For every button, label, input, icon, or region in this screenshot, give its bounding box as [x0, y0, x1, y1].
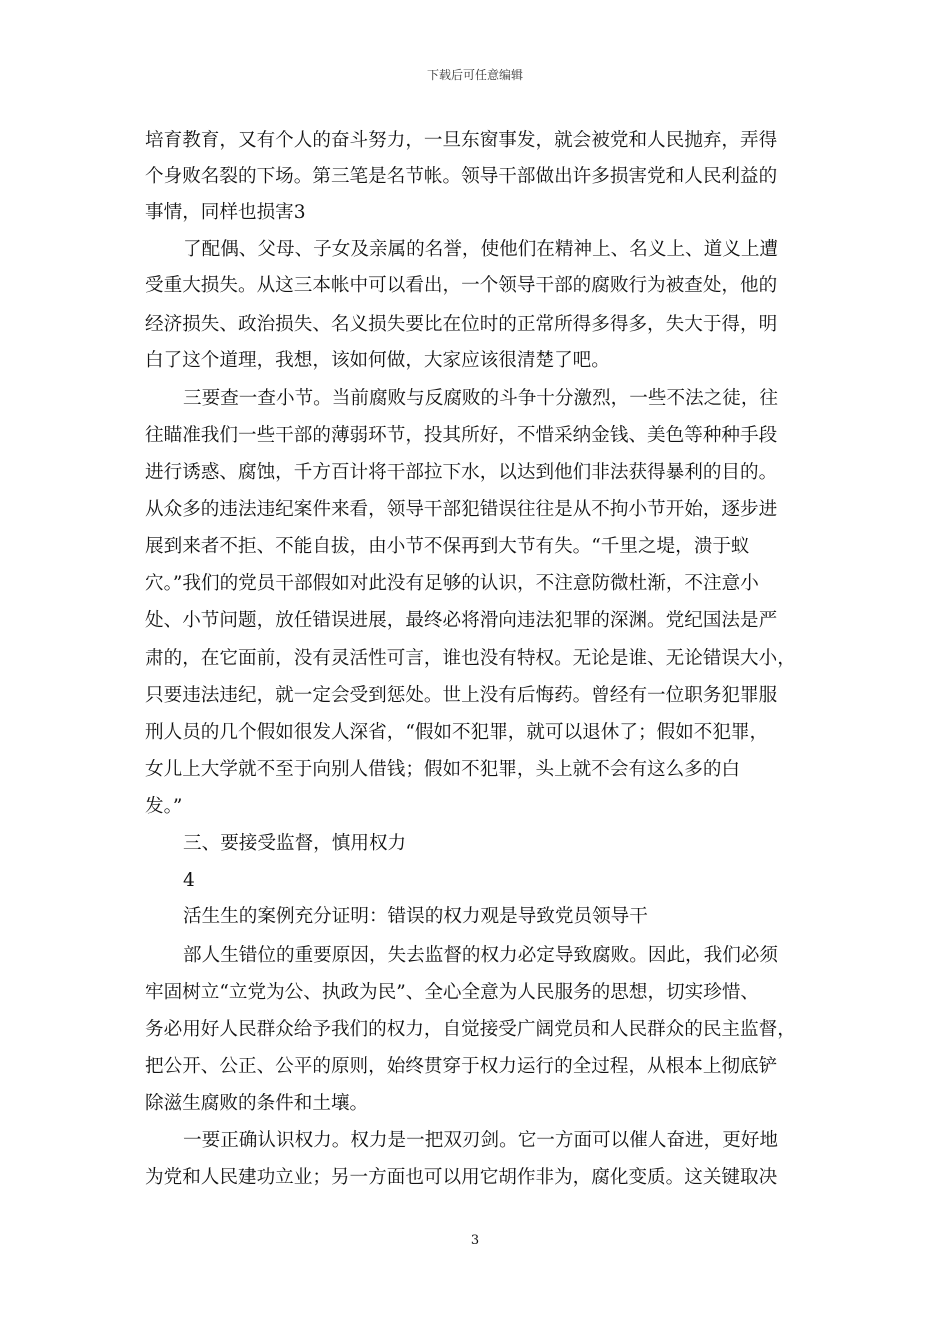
text-line: 白了这个道理，我想，该如何做，大家应该很清楚了吧。	[145, 350, 610, 371]
text-line: 刑人员的几个假如很发人深省，“假如不犯罪，就可以退休了；假如不犯罪，	[145, 722, 769, 743]
section-heading: 三、要接受监督，慎用权力	[183, 833, 407, 854]
text-line: 除滋生腐败的条件和土壤。	[145, 1093, 369, 1114]
text-line: 经济损失、政治损失、名义损失要比在位时的正常所得多得多，失大于得，明	[145, 314, 778, 335]
text-line: 肃的，在它面前，没有灵活性可言，谁也没有特权。无论是谁、无论错误大小，	[145, 648, 796, 669]
text-line: 进行诱惑、腐蚀，千方百计将干部拉下水，以达到他们非法获得暴利的目的。	[145, 462, 778, 483]
text-line: 只要违法违纪，就一定会受到惩处。世上没有后悔药。曾经有一位职务犯罪服	[145, 685, 778, 706]
text-line: 部人生错位的重要原因，失去监督的权力必定导致腐败。因此，我们必须	[183, 945, 779, 966]
text-line: 为党和人民建功立业；另一方面也可以用它胡作非为，腐化变质。这关键取决	[145, 1167, 778, 1188]
text-line: 一要正确认识权力。权力是一把双刃剑。它一方面可以催人奋进，更好地	[183, 1130, 779, 1151]
text-line: 个身败名裂的下场。第三笔是名节帐。领导干部做出许多损害党和人民利益的	[145, 166, 778, 187]
text-line: 处、小节问题，放任错误进展，最终必将滑向违法犯罪的深渊。党纪国法是严	[145, 610, 778, 631]
text-line: 展到来者不拒、不能自拔，由小节不保再到大节有失。“千里之堤，溃于蚁	[145, 536, 750, 557]
text-line: 务必用好人民群众给予我们的权力，自觉接受广阔党员和人民群众的民主监督，	[145, 1019, 796, 1040]
page-number: 3	[470, 1233, 480, 1248]
text-line: 往瞄准我们一些干部的薄弱环节，投其所好，不惜采纳金钱、美色等种种手段	[145, 425, 778, 446]
text-line: 培育教育，又有个人的奋斗努力，一旦东窗事发，就会被党和人民抛弃，弄得	[145, 130, 778, 151]
text-line: 牢固树立“立党为公、执政为民”、全心全意为人民服务的思想，切实珍惜、	[145, 982, 760, 1003]
text-line: 受重大损失。从这三本帐中可以看出，一个领导干部的腐败行为被查处，他的	[145, 275, 778, 296]
text-line: 事情，同样也损害3	[145, 202, 306, 223]
text-line: 从众多的违法违纪案件来看，领导干部犯错误往往是从不拘小节开始，逐步进	[145, 499, 778, 520]
text-line: 把公开、公正、公平的原则，始终贯穿于权力运行的全过程，从根本上彻底铲	[145, 1056, 778, 1077]
text-line: 4	[183, 870, 195, 891]
text-line: 活生生的案例充分证明：错误的权力观是导致党员领导干	[183, 906, 648, 927]
text-line: 三要查一查小节。当前腐败与反腐败的斗争十分激烈，一些不法之徒，往	[183, 388, 779, 409]
text-line: 穴。”我们的党员干部假如对此没有足够的认识，不注意防微杜渐，不注意小	[145, 573, 759, 594]
text-line: 发。”	[145, 796, 183, 817]
page-header: 下载后可任意编辑	[426, 68, 523, 82]
text-line: 了配偶、父母、子女及亲属的名誉，使他们在精神上、名义上、道义上遭	[183, 239, 779, 260]
text-line: 女儿上大学就不至于向别人借钱；假如不犯罪，头上就不会有这么多的白	[145, 759, 741, 780]
